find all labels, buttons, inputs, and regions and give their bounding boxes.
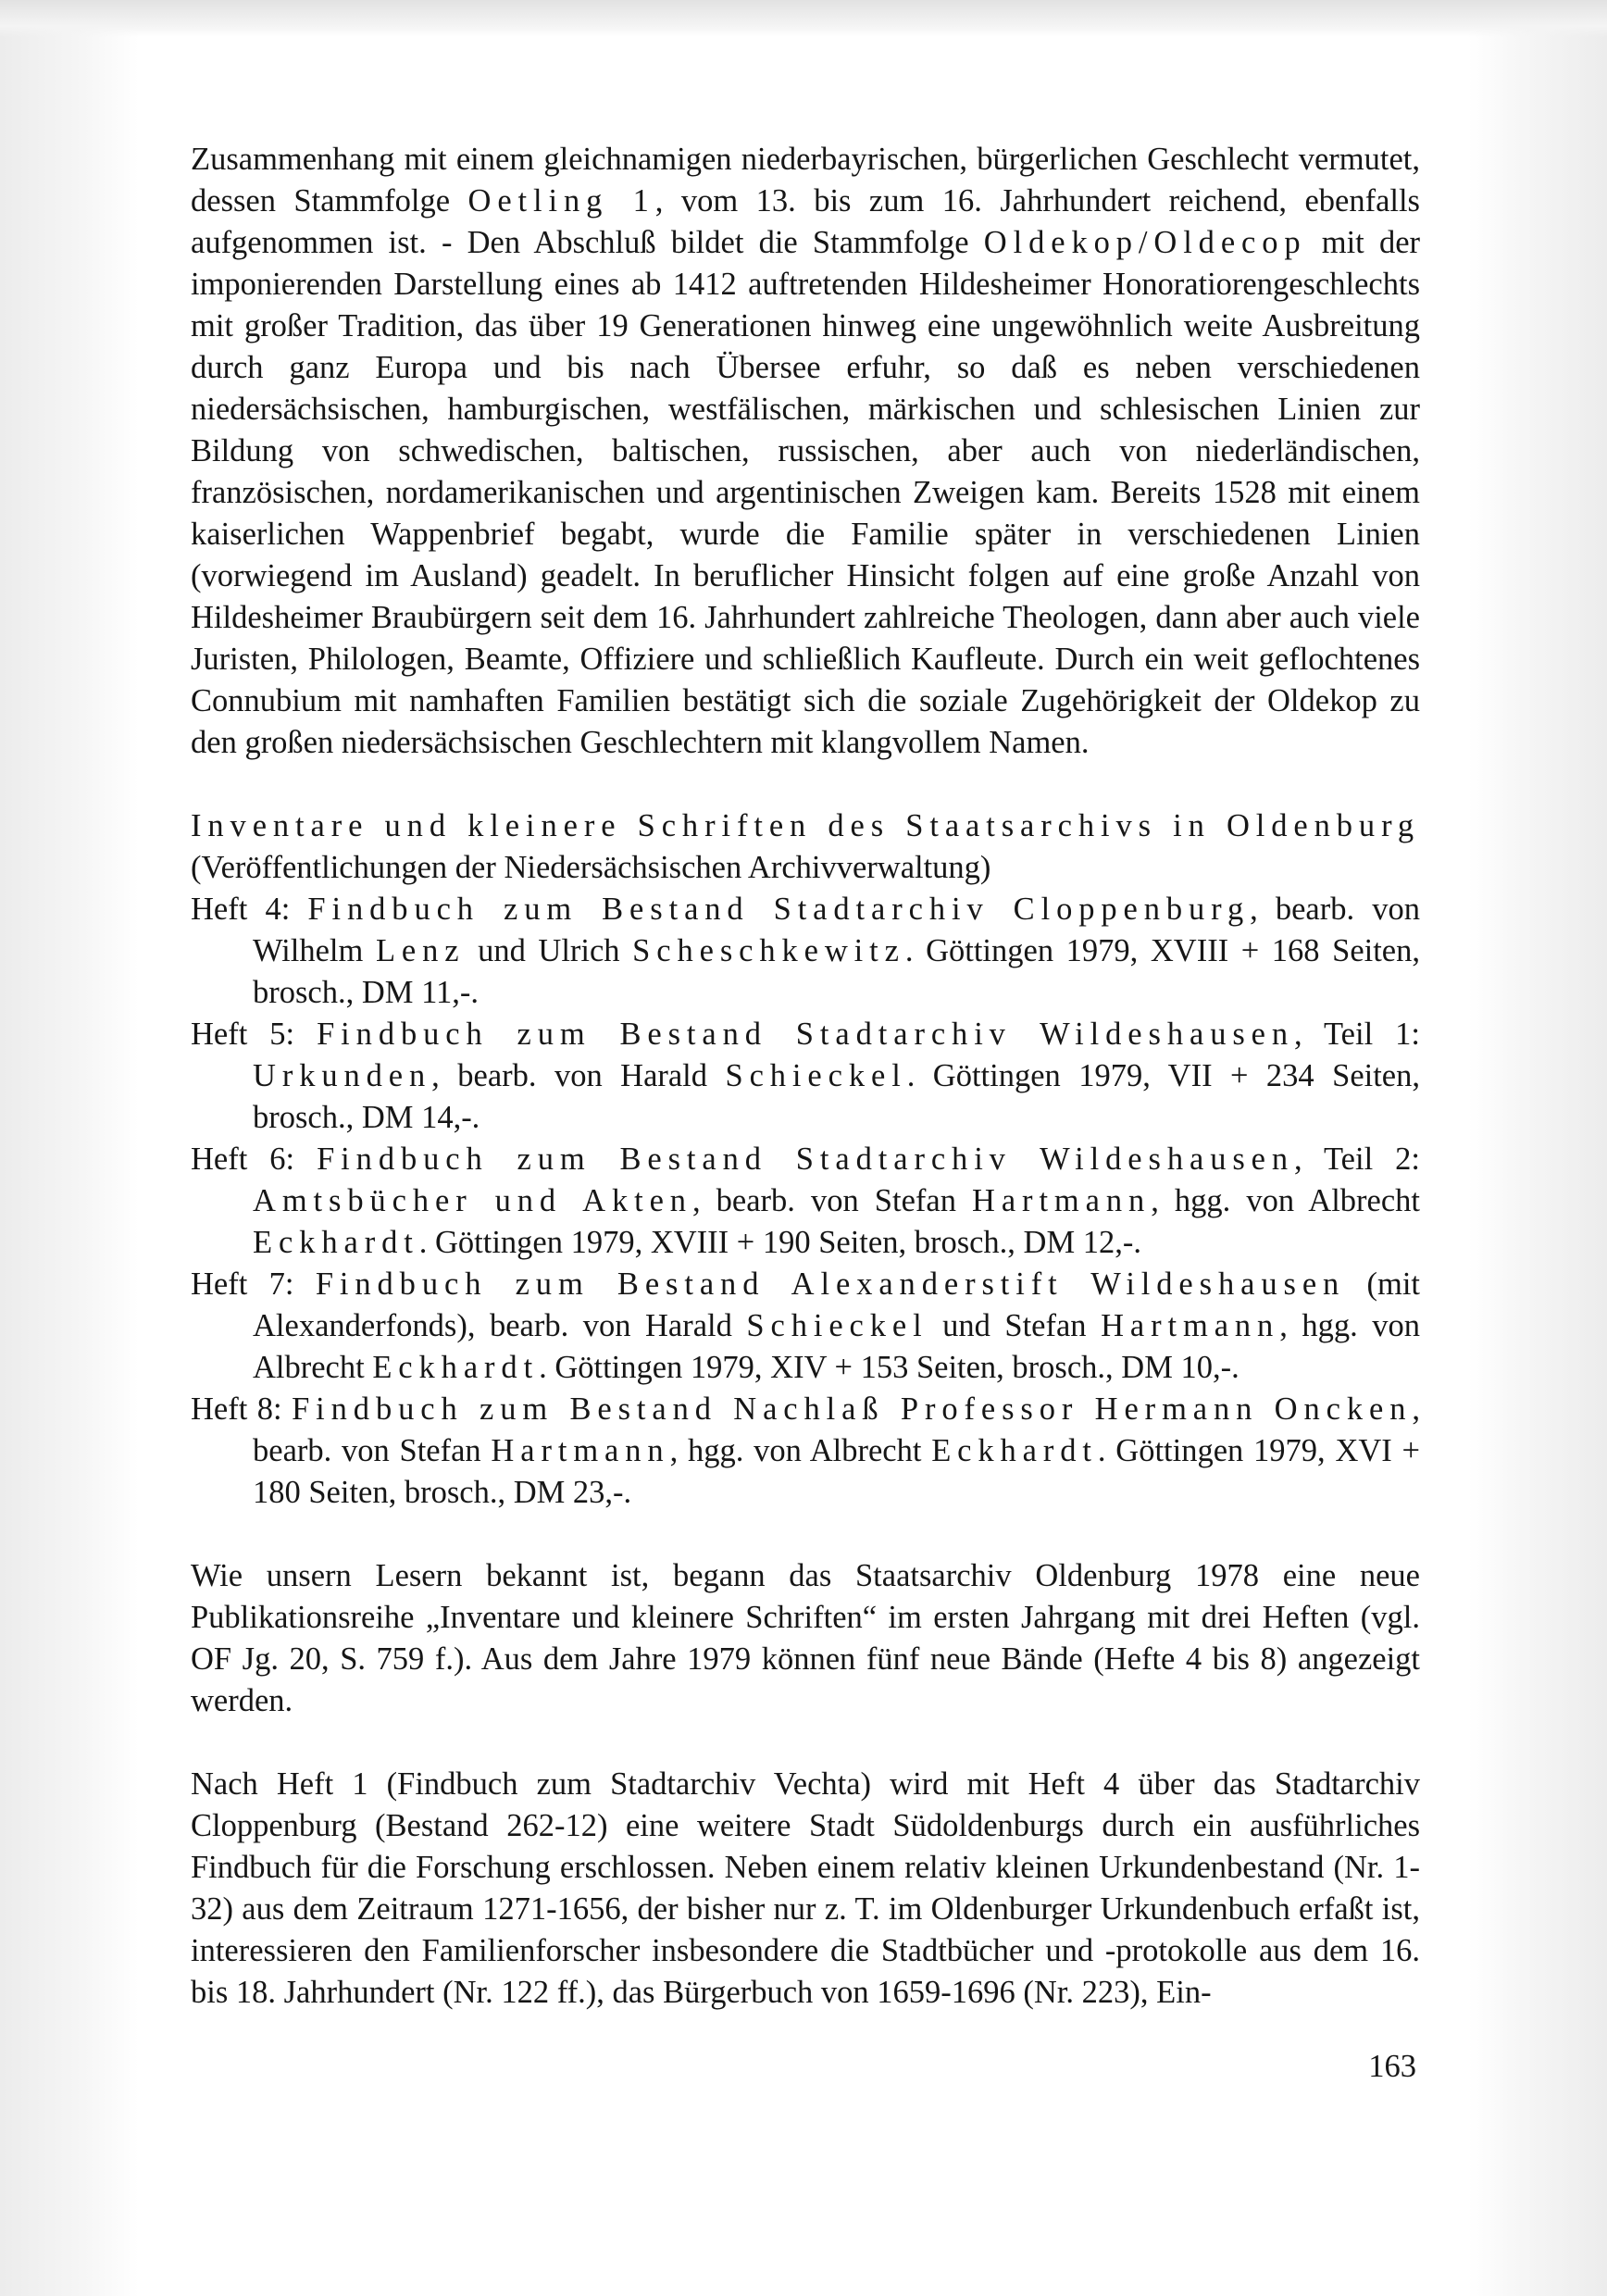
text-run: und Stefan — [928, 1308, 1102, 1343]
text-run: , Teil 1: — [1294, 1017, 1420, 1052]
heft-entry-7 — [191, 1264, 1420, 1389]
paragraph-oldekop — [191, 139, 1420, 764]
spaced-name: Scheschkewitz — [632, 933, 905, 968]
series-subtitle: (Veröffentlichungen der Niedersächsischen Archivverwaltung) — [191, 850, 991, 885]
text-run: , bearb. von Stefan — [253, 1391, 1420, 1468]
heft-label: Heft 7: — [191, 1267, 316, 1302]
text-run: , vom 13. bis zum 16. Jahrhundert reichend, ebenfalls aufgenommen ist. - Den Abschluß bildet die Stammfolge — [191, 183, 1420, 260]
text-run: mit der imponierenden Darstellung eines ab 1412 auftretenden Hildesheimer Honoratiorengeschlechts mit großer Tradition, das über 19 Generationen hinweg eine ungewöhnlich weite Ausbreitung durch ganz Europa und bis nach Übersee erfuhr, so daß es neben verschiedenen niedersächsischen, hamburgischen, westfälischen, märkischen und schlesischen Linien zur Bildung von schwedischen, baltischen, russischen, aber auch von niederländischen, französischen, nordamerikanischen und argentinischen Zweigen kam. Bereits 1528 mit einem kaiserlichen Wappenbrief begabt, wurde die Familie später in verschiedenen Linien (vorwiegend im Ausland) geadelt. In beruflicher Hinsicht folgen auf eine große Anzahl von Hildesheimer Braubürgern seit dem 16. Jahrhundert zahlreiche Theologen, dann aber auch viele Juristen, Philologen, Beamte, Offiziere und schließlich Kaufleute. Durch ein weit geflochtenes Connubium mit namhaften Familien bestätigt sich die soziale Zugehörigkeit der Oldekop zu den großen niedersächsischen Geschlechtern mit klangvollem Namen. — [191, 225, 1421, 760]
scan-shadow-right — [1468, 0, 1607, 2296]
text-run: , bearb. von Wilhelm — [253, 892, 1420, 968]
spaced-name: Hartmann — [1101, 1308, 1280, 1343]
spaced-name: Schieckel — [746, 1308, 928, 1343]
series-title: Inventare und kleinere Schriften des Staatsarchivs in Oldenburg — [191, 808, 1420, 843]
page-number: 163 — [1368, 2049, 1416, 2084]
paragraph-cloppenburg: Nach Heft 1 (Findbuch zum Stadtarchiv Vechta) wird mit Heft 4 über das Stadtarchiv Cloppenburg (Bestand 262-12) eine weitere Stadt Südoldenburgs durch ein ausführliches Findbuch für die Forschung erschlossen. Neben einem relativ kleinen Urkundenbestand (Nr. 1-32) aus dem Zeitraum 1271-1656, der bisher nur z. T. im Oldenburger Urkundenbuch erfaßt ist, interessieren den Familienforscher insbesondere die Stadtbücher und -protokolle aus dem 16. bis 18. Jahrhundert (Nr. 122 ff.), das Bürgerbuch von 1659-1696 (Nr. 223), Ein- — [191, 1766, 1420, 2010]
spaced-name: Eckhardt — [372, 1350, 540, 1385]
spaced-name: Hartmann — [972, 1183, 1152, 1218]
heft-title: Findbuch zum Bestand Stadtarchiv Wildeshausen — [317, 1142, 1295, 1177]
text-run: . Göttingen 1979, VII + 234 Seiten, brosch., DM 14,-. — [253, 1058, 1420, 1135]
heft-entry-6 — [191, 1139, 1420, 1264]
heft-title: Findbuch zum Bestand Nachlaß Professor Hermann Oncken — [292, 1391, 1413, 1427]
heft-title: Findbuch zum Bestand Stadtarchiv Wildeshausen — [317, 1017, 1295, 1052]
text-run: . Göttingen 1979, XVIII + 190 Seiten, brosch., DM 12,-. — [418, 1225, 1142, 1260]
scan-shadow-left — [0, 0, 139, 2296]
spaced-name: Eckhardt — [253, 1225, 419, 1260]
text-run: , hgg. von Albrecht — [1151, 1183, 1420, 1218]
series-heading — [191, 805, 1420, 889]
text-run: . Göttingen 1979, XVIII + 168 Seiten, brosch., DM 11,-. — [253, 933, 1420, 1010]
heft-label: Heft 8: — [191, 1391, 293, 1427]
heft-title: Findbuch zum Bestand Alexanderstift Wildeshausen — [315, 1267, 1346, 1302]
text-run: . Göttingen 1979, XIV + 153 Seiten, brosch., DM 10,-. — [539, 1350, 1240, 1385]
heft-label: Heft 6: — [191, 1142, 318, 1177]
spaced-name: Oldekop/Oldecop — [983, 225, 1307, 260]
paragraph-series-intro: Wie unsern Lesern bekannt ist, begann das Staatsarchiv Oldenburg 1978 eine neue Publikationsreihe „Inventare und kleinere Schriften“ im ersten Jahrgang mit drei Heften (vgl. OF Jg. 20, S. 759 f.). Aus dem Jahre 1979 können fünf neue Bände (Hefte 4 bis 8) angezeigt werden. — [191, 1558, 1420, 1718]
spaced-name: Hartmann — [491, 1433, 670, 1468]
text-run: (mit Alexanderfonds), bearb. von Harald — [253, 1267, 1421, 1343]
spaced-name: Lenz — [375, 933, 466, 968]
page-body — [191, 139, 1420, 2014]
heft-label: Heft 4: — [191, 892, 308, 927]
spaced-name: Eckhardt — [931, 1433, 1098, 1468]
text-run: Zusammenhang mit einem gleichnamigen niederbayrischen, bürgerlichen Geschlecht vermutet, dessen Stammfolge — [191, 142, 1420, 218]
text-run: , hgg. von Albrecht — [669, 1433, 932, 1468]
heft-entry-4 — [191, 889, 1420, 1014]
scan-shadow-top — [0, 0, 1607, 37]
text-run: und Ulrich — [465, 933, 633, 968]
text-run: , bearb. von Harald — [431, 1058, 726, 1093]
text-run: , Teil 2: — [1294, 1142, 1420, 1177]
spaced-name: Oetling 1 — [467, 183, 655, 218]
spaced-name: Urkunden — [253, 1058, 432, 1093]
spaced-name: Schieckel — [725, 1058, 907, 1093]
text-run: , bearb. von Stefan — [691, 1183, 973, 1218]
heft-label: Heft 5: — [191, 1017, 318, 1052]
spaced-name: Amtsbücher und Akten — [253, 1183, 692, 1218]
heft-entry-8 — [191, 1389, 1420, 1514]
heft-entry-5 — [191, 1014, 1420, 1139]
heft-title: Findbuch zum Bestand Stadtarchiv Cloppenburg — [307, 892, 1251, 927]
text-run: . Göttingen 1979, XVI + 180 Seiten, brosch., DM 23,-. — [253, 1433, 1420, 1510]
text-run: , hgg. von Albrecht — [253, 1308, 1421, 1385]
